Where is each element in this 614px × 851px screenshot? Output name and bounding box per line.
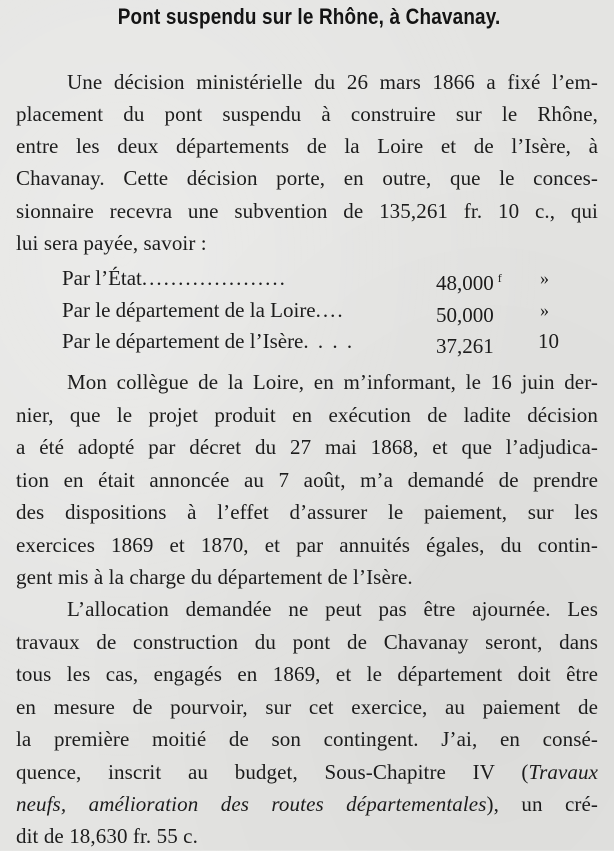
paragraph-3-line-6: quence, inscrit au budget, Sous-Chapitre IV (Travaux bbox=[16, 760, 598, 784]
paragraph-2-line-7: gent mis à la charge du département de l’Isère. bbox=[16, 565, 413, 589]
paragraph-1-line-5: sionnaire recevra une subvention de 135,261 fr. 10 c., qui bbox=[16, 199, 598, 223]
paragraph-2-line-1: Mon collègue de la Loire, en m’informant, le 16 juin der- bbox=[67, 370, 598, 394]
paragraph-2-line-3: a été adopté par décret du 27 mai 1868, et que l’adjudica- bbox=[16, 435, 598, 459]
subsidy-amount: 48,000 $^f$ bbox=[436, 271, 502, 295]
paragraph-2-line-6: exercices 1869 et 1870, et par annuités égales, du contin- bbox=[16, 533, 598, 557]
paragraph-2-line-4: tion en était annoncée au 7 août, m’a demandé de prendre bbox=[16, 468, 598, 492]
subsidy-label: Par le département de la Loire.... bbox=[62, 298, 345, 322]
paragraph-2-line-2: nier, que le projet produit en exécution de ladite décision bbox=[16, 403, 598, 427]
paragraph-3-line-4: en mesure de pourvoir, sur cet exercice, au paiement de bbox=[16, 695, 598, 719]
paragraph-3-line-2: travaux de construction du pont de Chavanay seront, dans bbox=[16, 630, 598, 654]
italic-text: neufs, amélioration des routes départementales bbox=[16, 792, 487, 816]
subsidy-row-loire bbox=[62, 295, 562, 325]
subsidy-cents: 10 bbox=[538, 329, 559, 353]
page-title: Pont suspendu sur le Rhône, à Chavanay. bbox=[117, 4, 501, 29]
paragraph-1-line-2: placement du pont suspendu à construire sur le Rhône, bbox=[16, 102, 598, 126]
subsidy-row-etat bbox=[62, 263, 562, 293]
subsidy-label: Par le département de l’Isère. . . . bbox=[62, 329, 355, 353]
paragraph-2-line-5: des dispositions à l’effet d’assurer le paiement, sur les bbox=[16, 500, 598, 524]
subsidy-cents: » bbox=[540, 268, 549, 288]
paragraph-1-line-3: entre les deux départements de la Loire et de l’Isère, à bbox=[16, 134, 598, 158]
italic-text: Travaux bbox=[528, 760, 598, 784]
subsidy-amount: 37,261 bbox=[436, 334, 494, 358]
paragraph-1-line-1: Une décision ministérielle du 26 mars 1866 a fixé l’em- bbox=[67, 70, 598, 94]
paragraph-3-line-3: tous les cas, engagés en 1869, et le département doit être bbox=[16, 662, 598, 686]
paragraph-3-line-8: dit de 18,630 fr. 55 c. bbox=[16, 824, 198, 848]
paragraph-1-line-4: Chavanay. Cette décision porte, en outre, que le conces- bbox=[16, 166, 598, 190]
subsidy-row-isere bbox=[62, 326, 562, 356]
subsidy-label: Par l’État.................... bbox=[62, 266, 287, 290]
paragraph-3-line-1: L’allocation demandée ne peut pas être ajournée. Les bbox=[67, 597, 598, 621]
paragraph-3-line-7: neufs, amélioration des routes départementales), un cré- bbox=[16, 792, 599, 816]
paragraph-1-line-6: lui sera payée, savoir : bbox=[16, 231, 207, 255]
paragraph-3-line-5: la première moitié de son contingent. J’ai, en consé- bbox=[16, 727, 598, 751]
subsidy-amount: 50,000 bbox=[436, 303, 494, 327]
subsidy-cents: » bbox=[540, 300, 549, 320]
